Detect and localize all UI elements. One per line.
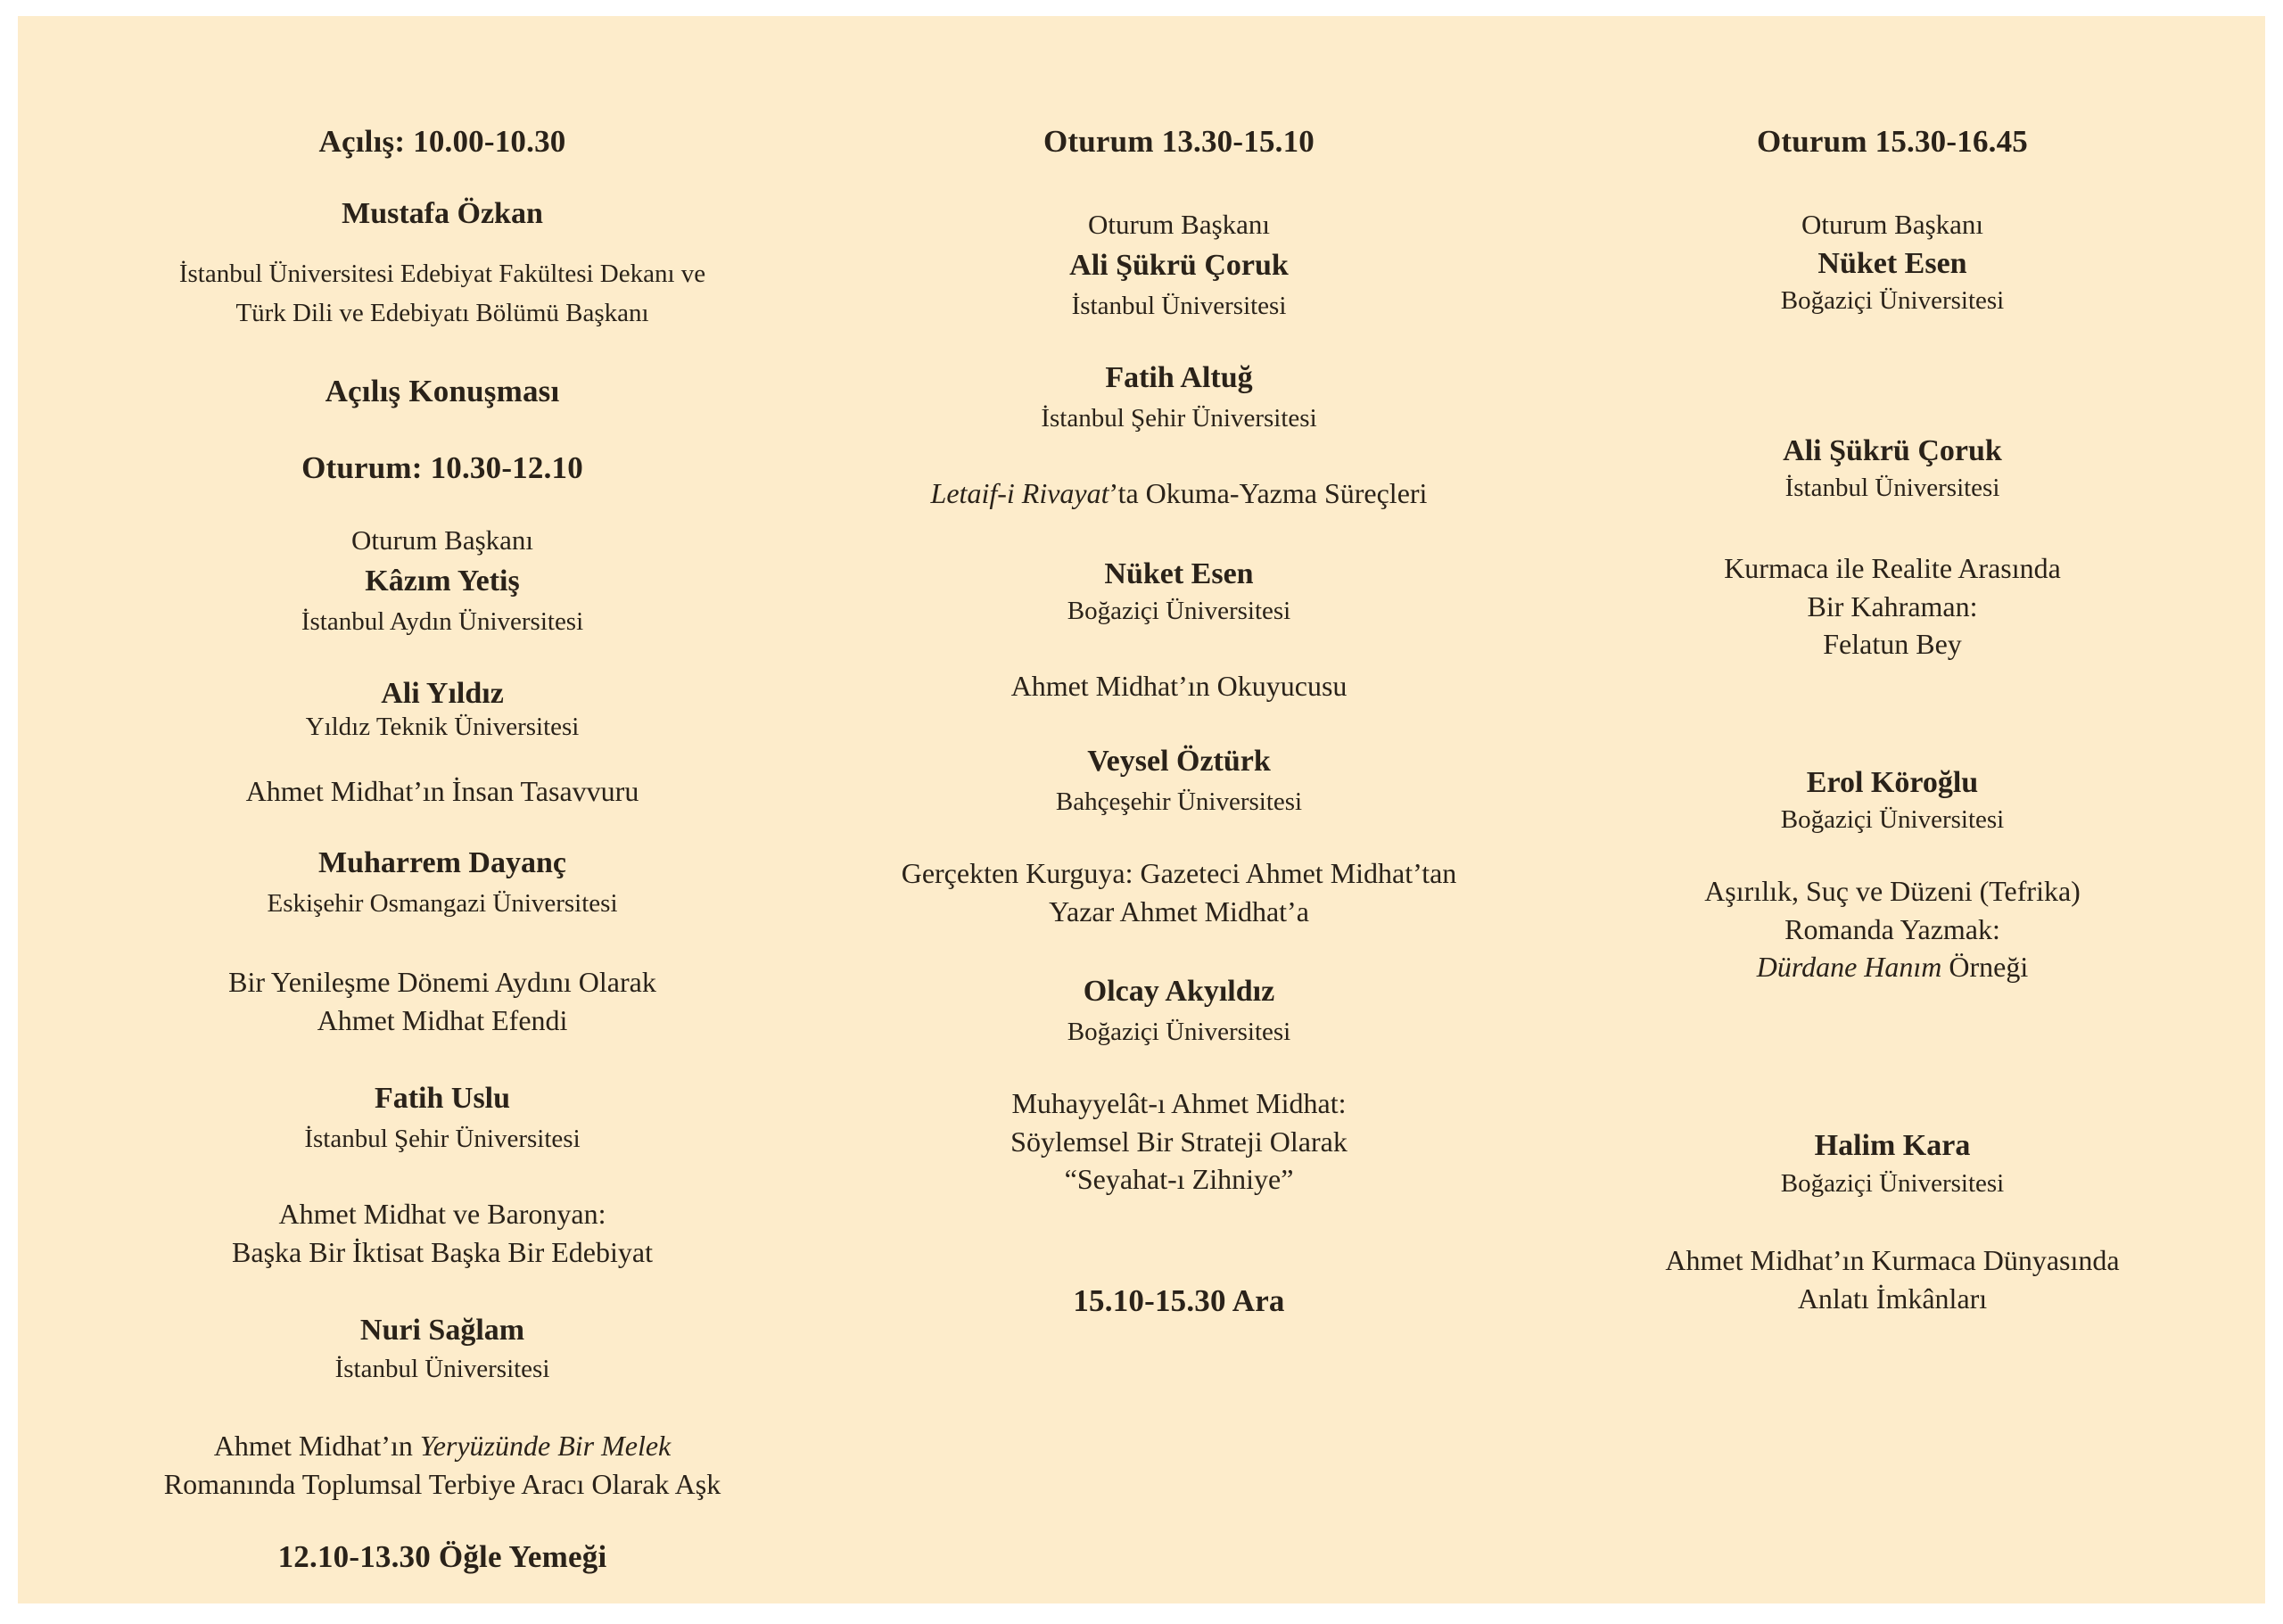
text-segment: Oturum: 10.30-12.10	[301, 450, 583, 485]
text-segment: Ali Yıldız	[381, 677, 504, 710]
paper-title	[1580, 872, 2205, 986]
text-segment: Anlatı İmkânları	[1797, 1282, 1988, 1315]
section-heading	[130, 371, 754, 412]
speaker-affiliation	[867, 783, 1491, 822]
text-segment: Bir Kahraman:	[1807, 589, 1978, 622]
speaker-affiliation	[867, 287, 1491, 326]
text-segment: 12.10-13.30 Öğle Yemeği	[277, 1539, 607, 1574]
program-page-card	[18, 16, 2265, 1603]
speaker-affiliation-line	[867, 783, 1491, 822]
session-time-heading	[867, 121, 1491, 162]
speaker-name	[130, 1311, 754, 1351]
session-chair-label	[130, 523, 754, 559]
book-title-italic-segment: Letaif-i Rivayat	[930, 477, 1109, 509]
speaker-affiliation-line	[1580, 1165, 2205, 1204]
section-heading-line	[130, 371, 754, 412]
paper-title-line	[1580, 1241, 2205, 1280]
speaker-name	[130, 1079, 754, 1119]
text-segment: Mustafa Özkan	[342, 197, 543, 230]
speaker-affiliation-line	[130, 1350, 754, 1389]
speaker-affiliation	[867, 592, 1491, 631]
text-segment: Örneği	[1941, 951, 2029, 984]
text-segment: Felatun Bey	[1823, 628, 1962, 661]
speaker-name	[130, 844, 754, 884]
text-segment: Oturum Başkanı	[1801, 209, 1984, 240]
text-segment: İstanbul Üniversitesi	[1071, 292, 1287, 320]
paper-title-line	[1580, 911, 2205, 949]
speaker-affiliation	[1580, 282, 2205, 321]
paper-title-line	[130, 772, 754, 811]
speaker-affiliation-line	[867, 400, 1491, 439]
paper-title	[130, 1195, 754, 1271]
text-segment: Oturum Başkanı	[1087, 209, 1271, 240]
speaker-name	[1580, 244, 2205, 284]
paper-title	[130, 963, 754, 1039]
speaker-affiliation-line	[1580, 469, 2205, 508]
speaker-name-line	[867, 359, 1491, 399]
text-segment: Boğaziçi Üniversitesi	[1780, 286, 2005, 315]
session-time-heading-line	[130, 121, 754, 162]
speaker-affiliation-line	[1580, 801, 2205, 840]
text-segment: İstanbul Üniversitesi	[1784, 474, 2000, 502]
text-segment: İstanbul Şehir Üniversitesi	[1041, 404, 1317, 433]
text-segment: Söylemsel Bir Strateji Olarak	[1010, 1125, 1348, 1158]
text-segment: ’ta Okuma-Yazma Süreçleri	[1109, 477, 1428, 509]
speaker-name-line	[130, 1079, 754, 1119]
text-segment: Olcay Akyıldız	[1083, 975, 1275, 1008]
speaker-affiliation-line	[130, 294, 754, 334]
speaker-affiliation-line	[130, 708, 754, 747]
text-segment: Boğaziçi Üniversitesi	[1780, 1169, 2005, 1198]
text-segment: Halim Kara	[1814, 1129, 1971, 1162]
paper-title	[1580, 549, 2205, 664]
speaker-affiliation-line	[130, 603, 754, 642]
book-title-italic-segment: Yeryüzünde Bir Melek	[419, 1430, 672, 1462]
text-segment: Bahçeşehir Üniversitesi	[1055, 787, 1303, 816]
paper-title-line	[867, 1123, 1491, 1161]
speaker-name	[867, 246, 1491, 286]
speaker-name-line	[1580, 1126, 2205, 1166]
speaker-name-line	[867, 555, 1491, 595]
paper-title-line	[130, 1195, 754, 1233]
text-segment: Açılış Konuşması	[325, 374, 560, 408]
speaker-affiliation	[867, 1013, 1491, 1052]
text-segment: Açılış: 10.00-10.30	[318, 124, 566, 159]
text-segment: Ahmet Midhat’ın	[213, 1430, 420, 1462]
text-segment: 15.10-15.30 Ara	[1073, 1283, 1285, 1318]
speaker-affiliation-line	[130, 255, 754, 294]
speaker-affiliation-line	[867, 287, 1491, 326]
text-segment: Ali Şükrü Çoruk	[1069, 249, 1289, 282]
text-segment: “Seyahat-ı Zihniye”	[1064, 1163, 1294, 1196]
text-segment: Erol Köroğlu	[1806, 766, 1979, 799]
break-label	[867, 1281, 1491, 1322]
speaker-name-line	[1580, 432, 2205, 472]
speaker-name-line	[130, 562, 754, 602]
paper-title	[1580, 1241, 2205, 1317]
text-segment: Yıldız Teknik Üniversitesi	[305, 713, 580, 741]
speaker-name-line	[130, 1311, 754, 1351]
speaker-name-line	[867, 972, 1491, 1012]
text-segment: Ahmet Midhat’ın İnsan Tasavvuru	[245, 775, 639, 807]
paper-title	[130, 772, 754, 811]
paper-title-line	[867, 1084, 1491, 1123]
session-time-heading	[1580, 121, 2205, 162]
speaker-name	[867, 742, 1491, 782]
text-segment: Boğaziçi Üniversitesi	[1067, 597, 1291, 625]
session-chair-label-line	[1580, 207, 2205, 243]
text-segment: Muharrem Dayanç	[318, 846, 566, 879]
paper-title	[130, 1427, 754, 1503]
speaker-name	[1580, 763, 2205, 804]
speaker-name-line	[1580, 244, 2205, 284]
speaker-affiliation	[130, 603, 754, 642]
speaker-name	[867, 555, 1491, 595]
speaker-name	[130, 562, 754, 602]
text-segment: Aşırılık, Suç ve Düzeni (Tefrika)	[1704, 875, 2081, 907]
text-segment: Ahmet Midhat ve Baronyan:	[278, 1198, 606, 1230]
paper-title	[867, 854, 1491, 930]
text-segment: Nüket Esen	[1817, 247, 1967, 280]
speaker-affiliation	[130, 255, 754, 333]
paper-title	[867, 1084, 1491, 1199]
text-segment: Ahmet Midhat Efendi	[317, 1003, 568, 1036]
paper-title-line	[130, 963, 754, 1002]
paper-title	[867, 667, 1491, 705]
speaker-name	[1580, 1126, 2205, 1166]
paper-title-line	[1580, 872, 2205, 911]
text-segment: Muhayyelât-ı Ahmet Midhat:	[1011, 1087, 1347, 1119]
text-segment: Romanda Yazmak:	[1784, 912, 2000, 945]
text-segment: Romanında Toplumsal Terbiye Aracı Olarak Aşk	[163, 1467, 721, 1500]
text-segment: Yazar Ahmet Midhat’a	[1049, 894, 1309, 927]
speaker-name	[867, 359, 1491, 399]
paper-title-line	[130, 1002, 754, 1040]
speaker-affiliation	[130, 1350, 754, 1389]
text-segment: Oturum 13.30-15.10	[1043, 124, 1315, 159]
speaker-affiliation	[130, 1120, 754, 1159]
speaker-affiliation	[130, 885, 754, 924]
session-chair-label	[1580, 207, 2205, 243]
speaker-affiliation	[130, 708, 754, 747]
text-segment: Eskişehir Osmangazi Üniversitesi	[267, 889, 618, 918]
paper-title-line	[867, 474, 1491, 513]
paper-title-line	[1580, 625, 2205, 664]
speaker-name	[867, 972, 1491, 1012]
speaker-name-line	[867, 246, 1491, 286]
text-segment: Boğaziçi Üniversitesi	[1780, 805, 2005, 834]
paper-title-line	[1580, 588, 2205, 626]
text-segment: Kurmaca ile Realite Arasında	[1724, 552, 2061, 584]
speaker-name-line	[130, 844, 754, 884]
text-segment: Oturum 15.30-16.45	[1756, 124, 2028, 159]
session-time-heading	[130, 448, 754, 489]
session-chair-label-line	[867, 207, 1491, 243]
speaker-affiliation-line	[1580, 282, 2205, 321]
speaker-affiliation	[867, 400, 1491, 439]
speaker-name	[130, 194, 754, 235]
text-segment: Bir Yenileşme Dönemi Aydını Olarak	[228, 966, 656, 998]
text-segment: Veysel Öztürk	[1087, 745, 1271, 778]
program-column-1	[130, 16, 754, 1603]
speaker-name-line	[1580, 763, 2205, 804]
text-segment: Gerçekten Kurguya: Gazeteci Ahmet Midhat’tan	[901, 857, 1457, 889]
text-segment: Boğaziçi Üniversitesi	[1067, 1018, 1291, 1046]
paper-title-line	[1580, 549, 2205, 588]
text-segment: İstanbul Üniversitesi Edebiyat Fakültesi Dekanı ve	[178, 260, 706, 288]
speaker-affiliation-line	[130, 1120, 754, 1159]
text-segment: Fatih Uslu	[374, 1082, 511, 1115]
session-chair-label-line	[130, 523, 754, 559]
program-column-3	[1580, 16, 2205, 1603]
paper-title-line	[130, 1465, 754, 1504]
text-segment: Nüket Esen	[1104, 557, 1254, 590]
text-segment: Ahmet Midhat’ın Kurmaca Dünyasında	[1665, 1244, 2120, 1276]
speaker-affiliation	[1580, 801, 2205, 840]
text-segment: Nuri Sağlam	[359, 1314, 525, 1347]
speaker-name-line	[130, 194, 754, 235]
paper-title-line	[867, 893, 1491, 931]
speaker-affiliation	[1580, 1165, 2205, 1204]
speaker-affiliation-line	[867, 1013, 1491, 1052]
text-segment: Fatih Altuğ	[1105, 361, 1253, 394]
paper-title-line	[867, 854, 1491, 893]
break-label	[130, 1537, 754, 1578]
session-time-heading-line	[1580, 121, 2205, 162]
text-segment: Kâzım Yetiş	[365, 565, 520, 598]
break-label-line	[867, 1281, 1491, 1322]
text-segment: Başka Bir İktisat Başka Bir Edebiyat	[232, 1235, 653, 1268]
session-time-heading	[130, 121, 754, 162]
book-title-italic-segment: Dürdane Hanım	[1756, 951, 1942, 984]
paper-title-line	[867, 667, 1491, 705]
paper-title-line	[130, 1427, 754, 1465]
text-segment: İstanbul Şehir Üniversitesi	[304, 1125, 581, 1153]
text-segment: Türk Dili ve Edebiyatı Bölümü Başkanı	[235, 298, 649, 327]
speaker-name	[1580, 432, 2205, 472]
text-segment: Oturum Başkanı	[350, 524, 534, 556]
speaker-affiliation-line	[867, 592, 1491, 631]
session-time-heading-line	[130, 448, 754, 489]
paper-title-line	[1580, 948, 2205, 986]
paper-title	[867, 474, 1491, 513]
paper-title-line	[1580, 1280, 2205, 1318]
text-segment: İstanbul Aydın Üniversitesi	[301, 607, 584, 636]
text-segment: Ahmet Midhat’ın Okuyucusu	[1010, 670, 1348, 702]
paper-title-line	[867, 1160, 1491, 1199]
break-label-line	[130, 1537, 754, 1578]
text-segment: İstanbul Üniversitesi	[334, 1355, 550, 1383]
text-segment: Ali Şükrü Çoruk	[1783, 434, 2002, 467]
speaker-name-line	[867, 742, 1491, 782]
speaker-affiliation	[1580, 469, 2205, 508]
paper-title-line	[130, 1233, 754, 1272]
speaker-affiliation-line	[130, 885, 754, 924]
session-chair-label	[867, 207, 1491, 243]
program-column-2	[867, 16, 1491, 1603]
session-time-heading-line	[867, 121, 1491, 162]
